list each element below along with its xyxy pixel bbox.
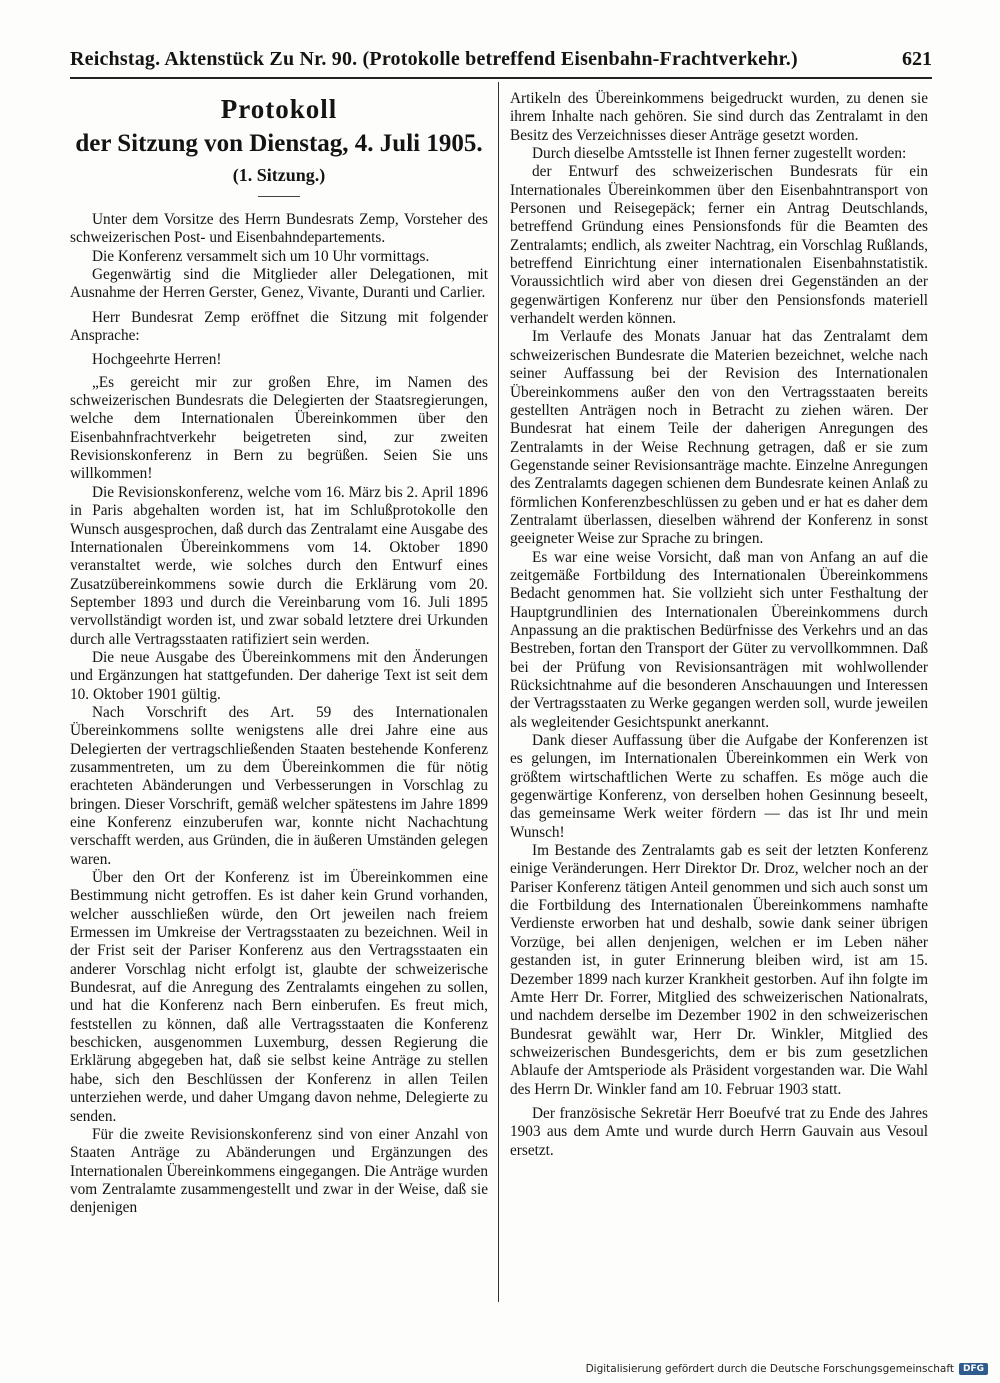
title-block [70, 92, 488, 197]
title-rule [258, 196, 300, 197]
paragraph-thanks: Dank dieser Auffassung über die Aufgabe der Konferenzen ist es gelungen, im Internationalen Übereinkommen ein Werk von größtem wirtschaftlichen Werte zu schaffen. Es möge auch die gegenwärtige Konferenz, von derselben hohen Gesinnung beseelt, das gemeinsame Werk weiter fördern — das ist Ihr und mein Wunsch! [510, 732, 928, 841]
column-divider [498, 82, 499, 1302]
salutation: Hochgeehrte Herren! [92, 351, 222, 369]
page-header [70, 45, 932, 79]
paragraph-address-intro: Herr Bundesrat Zemp eröffnet die Sitzung mit folgender Ansprache: [70, 308, 488, 345]
paragraph-chair: Unter dem Vorsitze des Herrn Bundesrats Zemp, Vorsteher des schweizerischen Post- und Eisenbahndepartements. [70, 211, 488, 247]
left-column [70, 92, 488, 1218]
paragraph-personnel: Im Bestande des Zentralamts gab es seit der letzten Konferenz einige Veränderungen. Herr Direktor Dr. Droz, welcher noch an der Pariser Konferenz tätigen Anteil genommen und sich auch sonst um die Fortbildung des Internationalen Übereinkommens namhafte Verdienste erworben hat und deshalb, sowie dank seiner übrigen Vorzüge, bei allen denjenigen, welchen er im Leben näher gestanden ist, in guter Erinnerung bleiben wird, ist am 15. Dezember 1899 nach kurzer Krankheit gestorben. Auf ihn folgte im Amte Herr Dr. Forrer, Mitglied des schweizerischen Nationalrats, und nachdem derselbe im Dezember 1902 in den schweizerischen Bundesrat gewählt war, Herr Dr. Winkler, Mitglied des schweizerischen Bundesgerichts, dem er bis zum gesetzlichen Ablaufe der Amtsperiode als Präsident vorgestanden war. Die Wahl des Herrn Dr. Winkler fand am 10. Februar 1903 statt. [510, 842, 928, 1098]
paragraph-foresight: Es war eine weise Vorsicht, daß man von Anfang an auf die zeitgemäße Fortbildung des Internationalen Übereinkommens Bedacht genommen hat. Sie vollzieht sich unter Festhaltung der Hauptgrundlinien des Internationalen Übereinkommens durch Anpassung an die praktischen Bedürfnisse des Verkehrs und an das Bestreben, fortan den Transport der Güter zu vervollkommnen. Daß bei der Prüfung von Revisionsanträgen mit wohlwollender Rücksichtnahme auf die besonderen Anschauungen und Interessen der Vertragsstaaten zu Werke gegangen werden soll, wurde jeweilen als wegleitender Gesichtspunkt anerkannt. [510, 548, 928, 731]
paragraph-paris-conference: Die Revisionskonferenz, welche vom 16. März bis 2. April 1896 in Paris abgehalten worden ist, hat im Schlußprotokolle den Wunsch ausgesprochen, daß durch das Zentralamt eine Ausgabe des Internationalen Übereinkommens vom 14. Oktober 1890 veranstaltet werde, wie solches durch den Entwurf eines Zusatzübereinkommens sowie durch die Erklärung vom 20. September 1893 und durch die Vereinbarung vom 16. Juli 1895 vervollständigt worden ist, und zwar sobald letztere drei Urkunden durch alle Vertragsstaaten ratifiziert sein werden. [70, 483, 488, 648]
paragraph-article-59: Nach Vorschrift des Art. 59 des Internationalen Übereinkommens sollte wenigstens alle drei Jahre eine aus Delegierten der vertragschließenden Staaten bestehende Konferenz zusammentreten, um zu dem Übereinkommen die für nötig erachteten Abänderungen und Verbesserungen in Vorschlag zu bringen. Dieser Vorschrift, gemäß welcher spätestens im Jahre 1899 eine Konferenz einzuberufen war, konnte nicht Nachachtung verschafft werden, aus Gründen, die in äußeren Umständen gelegen waren. [70, 703, 488, 868]
dfg-logo: DFG [959, 1363, 988, 1375]
paragraph-january: Im Verlaufe des Monats Januar hat das Zentralamt dem schweizerischen Bundesrate die Materien bezeichnet, welche nach seiner Auffassung bei der Revision des Internationalen Übereinkommens außer den von den Vertragsstaaten bereits gestellten Anträgen noch in Betracht zu ziehen wären. Der Bundesrat hat einem Teile der daherigen Anregungen des Zentralamts in der Weise Rechnung getragen, daß er sie zum Gegenstande seiner Revisionsanträge machte. Einzelne Anregungen des Zentralamts dagegen schienen dem Bundesrate keinen Anlaß zu förmlichen Konferenzbeschlüssen zu geben und er hat es daher dem Zentralamt überlassen, dieselben während der Konferenz in sonst geeigneter Weise zur Sprache zu bringen. [510, 328, 928, 548]
paragraph-secretary: Der französische Sekretär Herr Boeufvé trat zu Ende des Jahres 1903 aus dem Amte und wurde durch Herrn Gauvain aus Vesoul ersetzt. [510, 1104, 928, 1159]
paragraph-continuation: Artikeln des Übereinkommens beigedruckt wurden, zu denen sie ihrem Inhalte nach gehören. Sie sind durch das Zentralamt in den Besitz des Verzeichnisses dieser Anträge gesetzt worden. [510, 90, 928, 144]
right-column [510, 90, 928, 1160]
paragraph-office-delivery: Durch dieselbe Amtsstelle ist Ihnen ferner zugestellt worden: [532, 145, 907, 163]
paragraph-drafts: der Entwurf des schweizerischen Bundesrats für ein Internationales Übereinkommen über den Eisenbahntransport von Personen und Reisegepäck; ferner ein Antrag Deutschlands, betreffend Gründung eines Pensionsfonds für die Beamten des Zentralamts; endlich, als zweiter Nachtrag, ein Vorschlag Rußlands, betreffend Einrichtung einer internationalen Eisenbahnstatistik. Voraussichtlich wird aber von diesen drei Gegenständen an der gegenwärtigen Konferenz nur über den Pensionsfonds materiell verhandelt werden können. [510, 163, 928, 328]
session-date-title: der Sitzung von Dienstag, 4. Juli 1905. [75, 130, 483, 157]
paragraph-opening-time: Die Konferenz versammelt sich um 10 Uhr vormittags. [92, 247, 430, 265]
paragraph-proposals: Für die zweite Revisionskonferenz sind von einer Anzahl von Staaten Anträge zu Abänderungen und Ergänzungen des Internationalen Übereinkommens eingegangen. Die Anträge wurden vom Zentralamte zusammengestellt und zwar in der Weise, daß sie denjenigen [70, 1125, 488, 1217]
digitization-footer [586, 1363, 988, 1375]
running-title: Reichstag. Aktenstück Zu Nr. 90. (Protokolle betreffend Eisenbahn-Frachtverkehr.) [70, 48, 798, 70]
paragraph-new-edition: Die neue Ausgabe des Übereinkommens mit den Änderungen und Ergänzungen hat stattgefunden. Der daherige Text ist seit dem 10. Oktober 1901 gültig. [70, 648, 488, 703]
paragraph-welcome: „Es gereicht mir zur großen Ehre, im Namen des schweizerischen Bundesrats die Delegierten der Staatsregierungen, welche dem Internationalen Übereinkommen über den Eisenbahnfrachtverkehr beigetreten sind, zur zweiten Revisionskonferenz in Bern zu begrüßen. Seien Sie uns willkommen! [70, 373, 488, 483]
document-title: Protokoll [220, 94, 338, 124]
page-number: 621 [902, 48, 932, 70]
paragraph-conference-location: Über den Ort der Konferenz ist im Übereinkommen eine Bestimmung nicht getroffen. Es ist daher kein Grund vorhanden, welcher ausschließen würde, den Ort jeweilen nach freiem Ermessen im Umkreise der Vertragsstaaten zu bezeichnen. Weil in der Frist seit der Pariser Konferenz aus den Vertragsstaaten ein anderer Vorschlag nicht erfolgt ist, glaubte der schweizerische Bundesrat, auf die Anregung des Zentralamts eingehen zu sollen, und hat die Konferenz nach Bern einberufen. Es freut mich, feststellen zu können, daß alle Vertragsstaaten die Konferenz beschicken, ausgenommen Luxemburg, dessen Regierung die Erklärung abgegeben hat, daß sie selbst keine Anträge zu stellen habe, sich den Beschlüssen der Konferenz in allen Teilen unterziehen werde, und daher Umgang davon nehme, Delegierte zu senden. [70, 869, 488, 1125]
session-number: (1. Sitzung.) [232, 165, 326, 185]
funding-note: Digitalisierung gefördert durch die Deutsche Forschungsgemeinschaft [585, 1363, 954, 1375]
paragraph-attendance: Gegenwärtig sind die Mitglieder aller Delegationen, mit Ausnahme der Herren Gerster, Genez, Vivante, Duranti und Carlier. [70, 266, 488, 302]
